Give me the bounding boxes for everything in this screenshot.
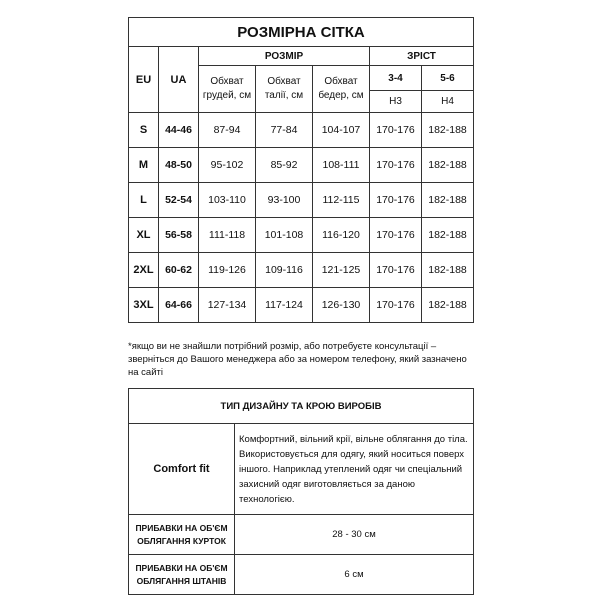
fit-type-description: Комфортний, вільний крії, вільне облягання до тіла. Використовується для одягу, який носиться поверх іншого. Наприклад утеплений одяг чи спеціальний захисний одяг виготовляється за даною технологією. — [235, 424, 474, 515]
header-chest: Обхват грудей, см — [199, 66, 256, 113]
pants-allowance-label: ПРИБАВКИ НА ОБ'ЄМ ОБЛЯГАННЯ ШТАНІВ — [129, 555, 235, 595]
cell-h3: 170-176 — [370, 183, 422, 218]
cell-chest: 103-110 — [199, 183, 256, 218]
cell-ua: 64-66 — [159, 288, 199, 323]
cell-eu: XL — [129, 218, 159, 253]
cell-ua: 60-62 — [159, 253, 199, 288]
table-row — [129, 148, 474, 183]
header-size-group: РОЗМІР — [199, 47, 370, 66]
cell-h3: 170-176 — [370, 148, 422, 183]
cell-eu: 3XL — [129, 288, 159, 323]
cell-waist: 93-100 — [256, 183, 313, 218]
cell-hips: 126-130 — [313, 288, 370, 323]
cell-hips: 104-107 — [313, 113, 370, 148]
cell-h4: 182-188 — [422, 148, 474, 183]
cell-hips: 108-111 — [313, 148, 370, 183]
fit-type-label: Comfort fit — [129, 424, 235, 515]
cell-hips: 116-120 — [313, 218, 370, 253]
cell-eu: L — [129, 183, 159, 218]
design-type-table — [128, 388, 474, 595]
cell-h4: 182-188 — [422, 113, 474, 148]
cell-ua: 44-46 — [159, 113, 199, 148]
cell-h4: 182-188 — [422, 288, 474, 323]
design-type-title: ТИП ДИЗАЙНУ ТА КРОЮ ВИРОБІВ — [129, 389, 474, 424]
cell-waist: 101-108 — [256, 218, 313, 253]
cell-hips: 112-115 — [313, 183, 370, 218]
cell-h4: 182-188 — [422, 253, 474, 288]
table-row — [129, 113, 474, 148]
header-eu: EU — [129, 47, 159, 113]
header-waist: Обхват талії, см — [256, 66, 313, 113]
cell-h3: 170-176 — [370, 218, 422, 253]
cell-ua: 48-50 — [159, 148, 199, 183]
cell-eu: M — [129, 148, 159, 183]
header-height-range-1: 3-4 — [370, 66, 422, 91]
cell-h3: 170-176 — [370, 253, 422, 288]
cell-waist: 109-116 — [256, 253, 313, 288]
cell-eu: 2XL — [129, 253, 159, 288]
header-height-code-1: Н3 — [370, 91, 422, 113]
jackets-allowance-value: 28 - 30 см — [235, 515, 474, 555]
table-row — [129, 183, 474, 218]
cell-chest: 95-102 — [199, 148, 256, 183]
cell-h3: 170-176 — [370, 288, 422, 323]
table-row — [129, 253, 474, 288]
cell-waist: 117-124 — [256, 288, 313, 323]
table-row — [129, 218, 474, 253]
size-chart-title: РОЗМІРНА СІТКА — [129, 18, 474, 47]
cell-ua: 52-54 — [159, 183, 199, 218]
cell-chest: 111-118 — [199, 218, 256, 253]
cell-h4: 182-188 — [422, 218, 474, 253]
header-height-group: ЗРІСТ — [370, 47, 474, 66]
table-row — [129, 288, 474, 323]
cell-waist: 77-84 — [256, 113, 313, 148]
cell-hips: 121-125 — [313, 253, 370, 288]
cell-chest: 87-94 — [199, 113, 256, 148]
header-height-range-2: 5-6 — [422, 66, 474, 91]
cell-chest: 127-134 — [199, 288, 256, 323]
size-chart-table — [128, 17, 474, 323]
cell-waist: 85-92 — [256, 148, 313, 183]
cell-h4: 182-188 — [422, 183, 474, 218]
header-height-code-2: Н4 — [422, 91, 474, 113]
header-hips: Обхват бедер, см — [313, 66, 370, 113]
cell-chest: 119-126 — [199, 253, 256, 288]
size-footnote: *якщо ви не знайшли потрібний розмір, або потребуєте консультації – зверніться до Вашого менеджера або за номером телефону, який зазначено на сайті — [128, 341, 467, 378]
pants-allowance-value: 6 см — [235, 555, 474, 595]
cell-eu: S — [129, 113, 159, 148]
cell-h3: 170-176 — [370, 113, 422, 148]
cell-ua: 56-58 — [159, 218, 199, 253]
header-ua: UA — [159, 47, 199, 113]
jackets-allowance-label: ПРИБАВКИ НА ОБ'ЄМ ОБЛЯГАННЯ КУРТОК — [129, 515, 235, 555]
